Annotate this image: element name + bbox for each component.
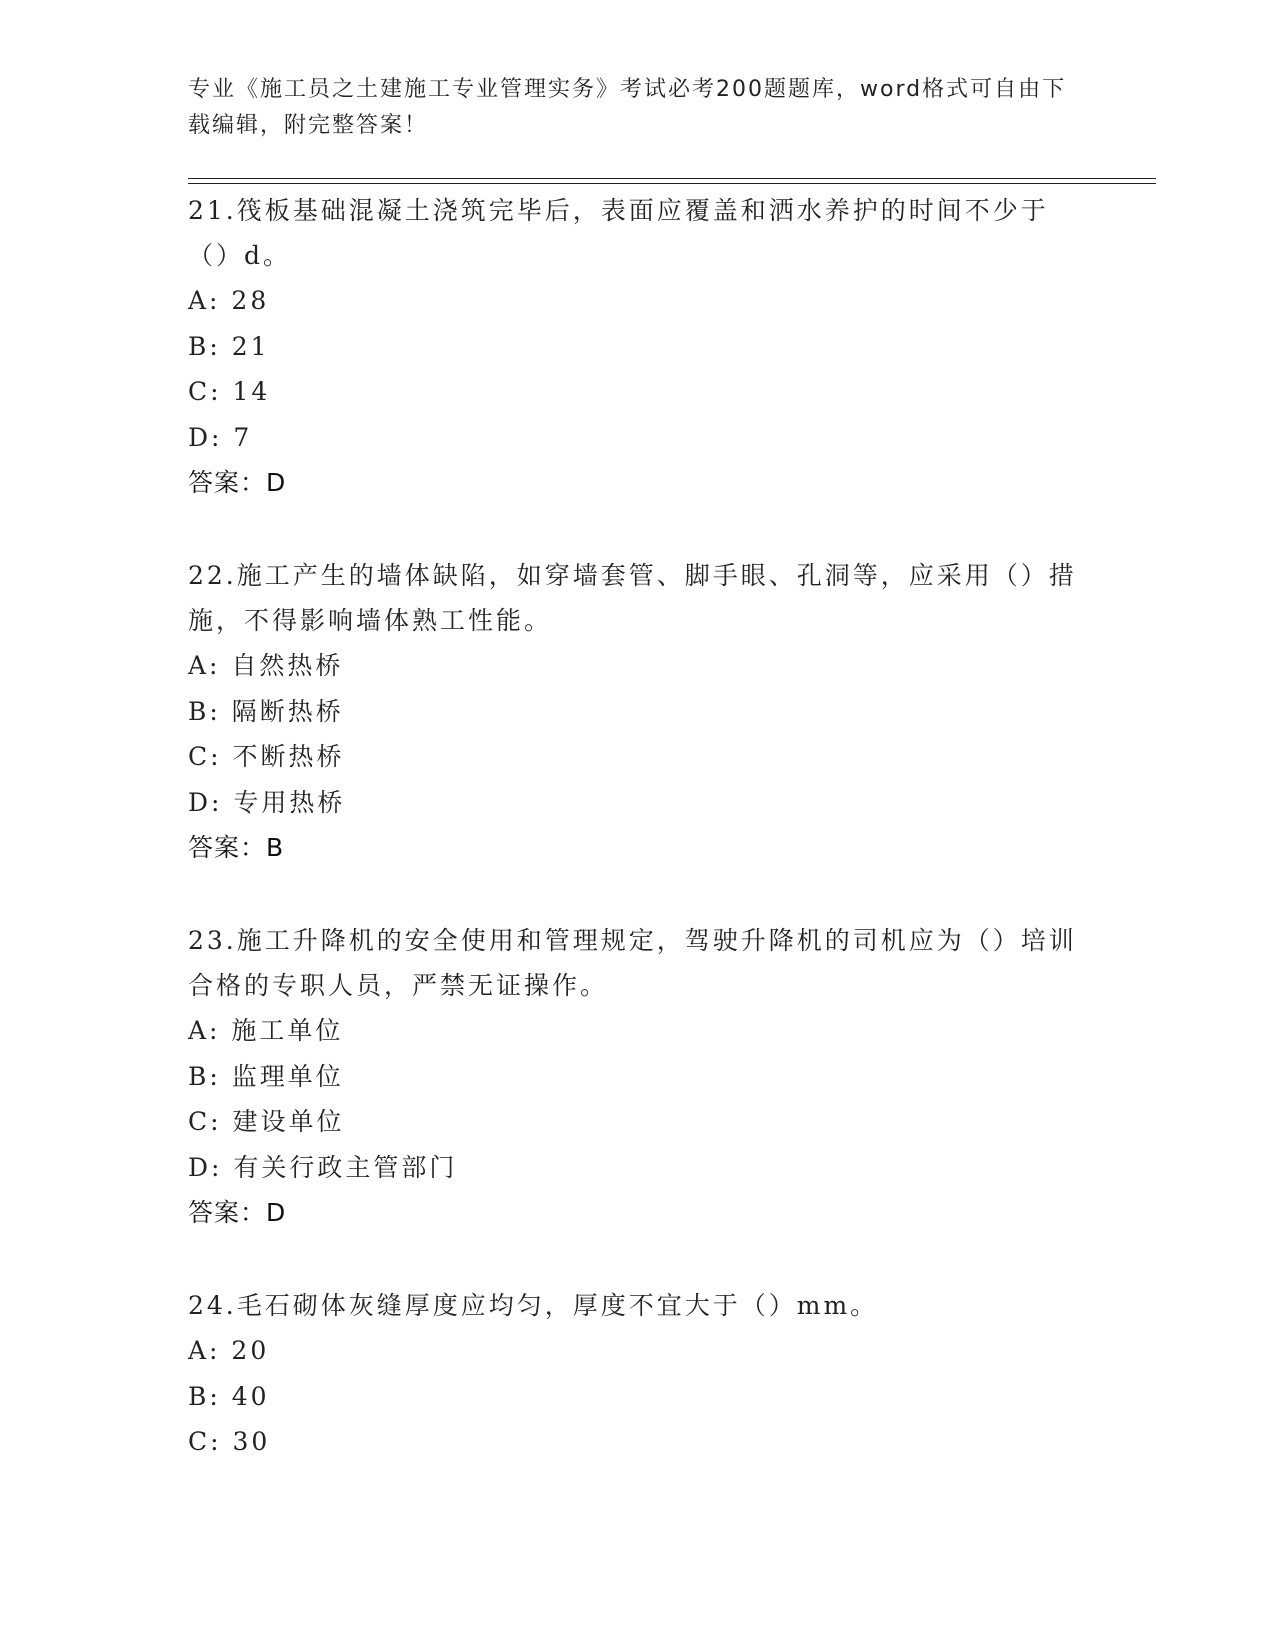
question-22 bbox=[188, 553, 1088, 870]
option-d: D: 7 bbox=[188, 422, 253, 452]
option-c: C: 不断热桥 bbox=[188, 742, 345, 771]
option-c: C: 30 bbox=[188, 1427, 271, 1456]
option-b: B: 40 bbox=[188, 1381, 270, 1411]
question-stem: 22.施工产生的墙体缺陷，如穿墙套管、脚手眼、孔洞等，应采用（）措施，不得影响墙体熟工性能。 bbox=[188, 561, 1077, 635]
option-c: C: 14 bbox=[188, 377, 271, 406]
question-21 bbox=[188, 188, 1088, 505]
option-d: D: 专用热桥 bbox=[188, 787, 346, 817]
answer-line: 答案：B bbox=[188, 833, 285, 862]
question-stem: 21.筏板基础混凝土浇筑完毕后，表面应覆盖和洒水养护的时间不少于（）d。 bbox=[188, 196, 1049, 270]
option-d: D: 有关行政主管部门 bbox=[188, 1152, 458, 1182]
option-a: A: 28 bbox=[188, 286, 270, 315]
option-c: C: 建设单位 bbox=[188, 1107, 345, 1136]
option-b: B: 21 bbox=[188, 331, 270, 361]
option-b: B: 隔断热桥 bbox=[188, 696, 344, 726]
option-a: A: 20 bbox=[188, 1336, 270, 1365]
question-stem: 24.毛石砌体灰缝厚度应均匀，厚度不宜大于（）mm。 bbox=[188, 1291, 879, 1320]
question-24 bbox=[188, 1283, 1088, 1465]
document-header: 专业《施工员之土建施工专业管理实务》考试必考200题题库，word格式可自由下载编辑，附完整答案！ bbox=[188, 77, 1067, 138]
question-23 bbox=[188, 918, 1088, 1235]
option-a: A: 施工单位 bbox=[188, 1016, 344, 1045]
option-b: B: 监理单位 bbox=[188, 1061, 344, 1091]
header-divider-bottom bbox=[188, 183, 1156, 184]
answer-line: 答案：D bbox=[188, 468, 287, 497]
answer-line: 答案：D bbox=[188, 1198, 287, 1227]
question-stem: 23.施工升降机的安全使用和管理规定，驾驶升降机的司机应为（）培训合格的专职人员，严禁无证操作。 bbox=[188, 926, 1077, 1000]
header-divider-top bbox=[188, 178, 1156, 179]
option-a: A: 自然热桥 bbox=[188, 651, 344, 680]
